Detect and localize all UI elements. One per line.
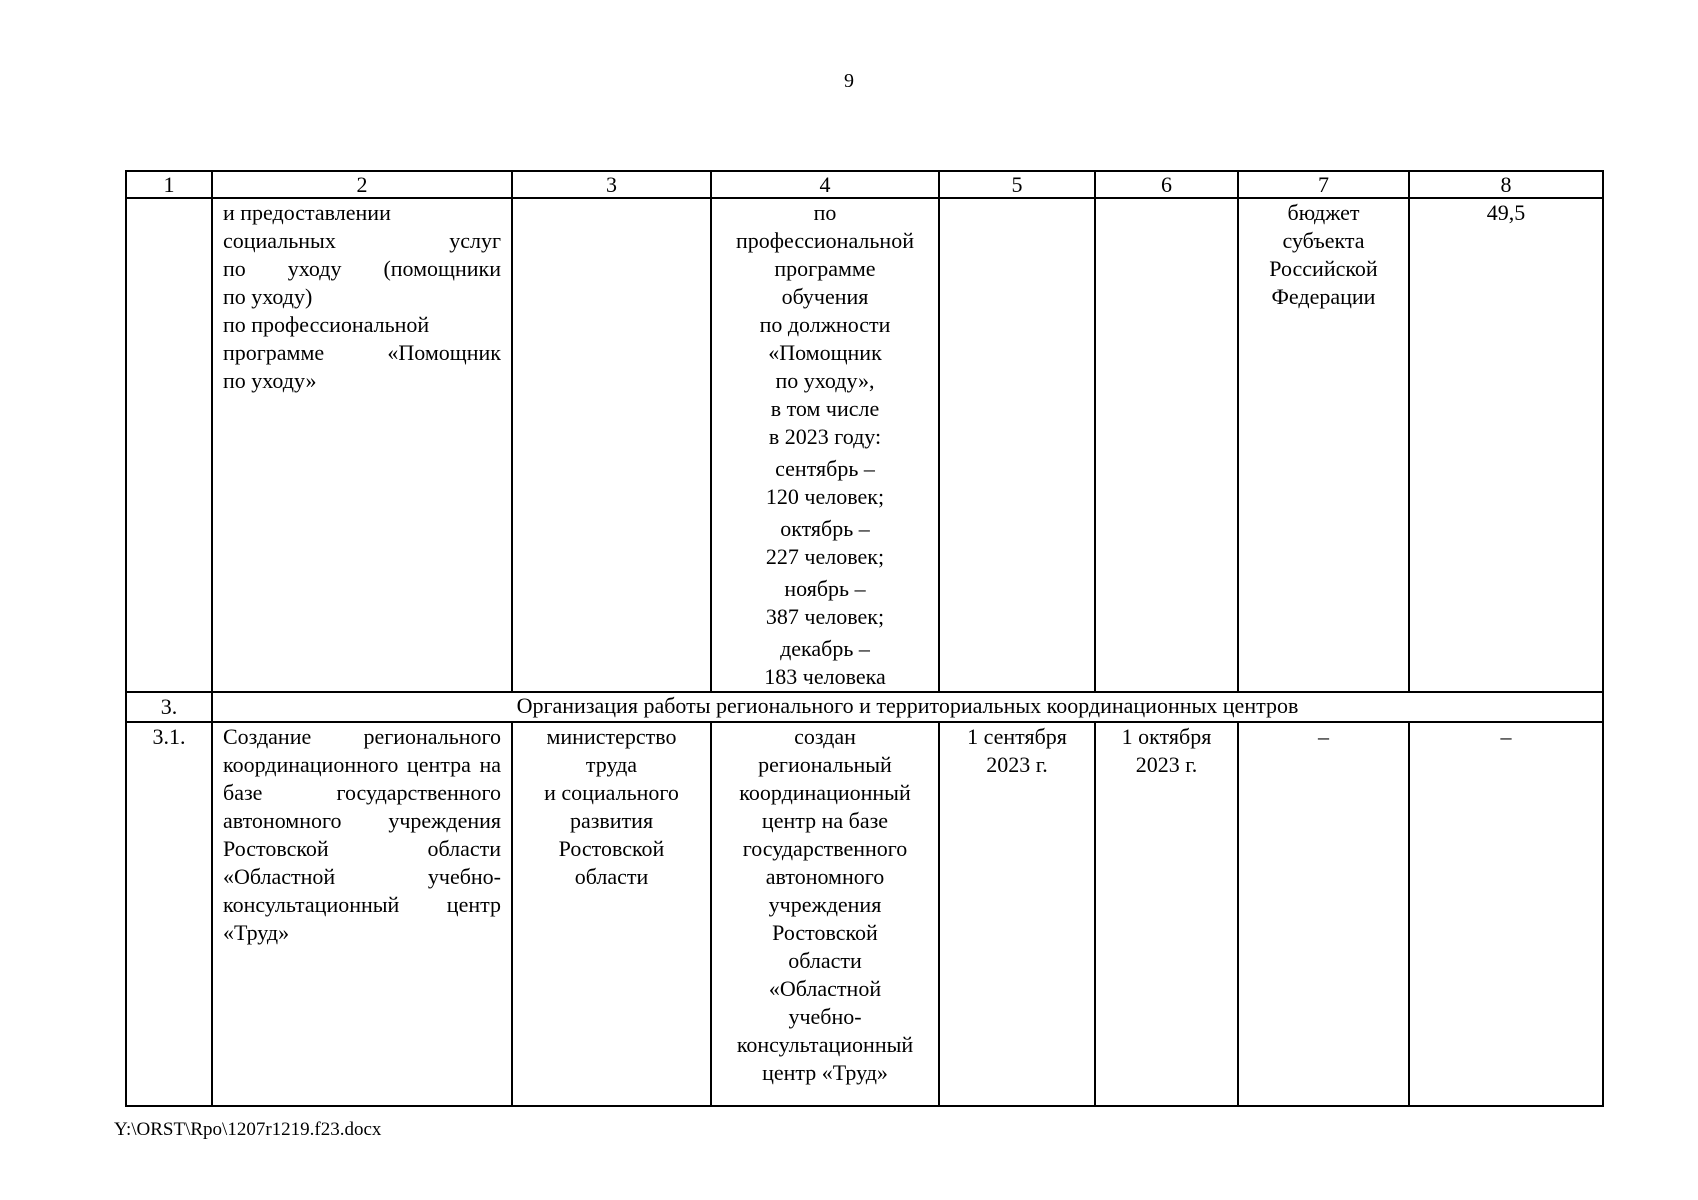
- section-title: Организация работы регионального и территориальных координационных центров: [212, 692, 1603, 722]
- item-funding: –: [1238, 722, 1409, 1106]
- continuation-amount-cell: 49,5: [1409, 198, 1603, 692]
- text-line: и социального: [544, 780, 679, 805]
- continuation-description-cell: [212, 198, 512, 692]
- text-line: государственного: [742, 836, 908, 861]
- text-line: обучения: [781, 284, 869, 309]
- month-label: октябрь –: [780, 516, 870, 541]
- text-line: консультационный: [736, 1032, 914, 1057]
- item-responsible: [512, 722, 711, 1106]
- item-amount: –: [1409, 722, 1603, 1106]
- text-line: в том числе: [770, 396, 880, 421]
- text-line: профессиональной: [736, 228, 914, 253]
- text-line: региональный: [758, 752, 892, 777]
- column-numbers-row: [126, 171, 1603, 198]
- item-start-date: [939, 722, 1095, 1106]
- text-line: создан: [794, 724, 856, 749]
- text-line: Федерации: [1271, 284, 1376, 309]
- column-number: 3: [512, 171, 711, 198]
- text-line: Ростовской: [772, 920, 878, 945]
- month-count: 227 человек;: [765, 544, 885, 569]
- text-line: по уходу»: [223, 368, 317, 393]
- continuation-funding-cell: [1238, 198, 1409, 692]
- text-line: бюджет: [1287, 200, 1360, 225]
- item-description: Создание регионального координационного центра на базе государственного автономного учреждения Ростовской области «Областной учебно-консультационный центр «Труд»: [212, 722, 512, 1106]
- text-line: развития: [569, 808, 654, 833]
- month-label: ноябрь –: [784, 576, 866, 601]
- month-count: 183 человека: [764, 664, 886, 689]
- text-line: министерство: [546, 724, 677, 749]
- text-line: области: [574, 864, 649, 889]
- column-number: 8: [1409, 171, 1603, 198]
- item-number: 3.1.: [126, 722, 212, 1106]
- text-line: по уходу): [223, 284, 313, 309]
- continuation-number-cell: [126, 198, 212, 692]
- text-line: центр «Труд»: [762, 1060, 888, 1085]
- text-line: программе: [774, 256, 876, 281]
- column-number: 6: [1095, 171, 1238, 198]
- text-line: координационный: [739, 780, 911, 805]
- month-count: 387 человек;: [765, 604, 885, 629]
- text-line: «Областной: [768, 976, 882, 1001]
- item-end-date: [1095, 722, 1238, 1106]
- text-line: центр на базе: [761, 808, 889, 833]
- text-line: учебно-: [788, 1004, 862, 1029]
- plan-table: [125, 170, 1604, 1107]
- month-label: сентябрь –: [775, 456, 875, 481]
- page-number: 9: [844, 70, 854, 92]
- text-line: по профессиональной: [223, 312, 430, 337]
- item-row: [126, 722, 1603, 1106]
- continuation-row: [126, 198, 1603, 692]
- text-line: субъекта: [1282, 228, 1365, 253]
- text-line: 2023 г.: [986, 752, 1048, 777]
- section-number: 3.: [126, 692, 212, 722]
- continuation-end-cell: [1095, 198, 1238, 692]
- text-line: автономного: [765, 864, 885, 889]
- text-line: 1 сентября: [967, 724, 1067, 749]
- text-line: по: [813, 200, 837, 225]
- continuation-result-cell: [711, 198, 939, 692]
- column-number: 4: [711, 171, 939, 198]
- column-number: 5: [939, 171, 1095, 198]
- text-line: 1 октября: [1121, 724, 1212, 749]
- month-count: 120 человек;: [765, 484, 885, 509]
- text-line: по уходу (помощники: [223, 256, 501, 281]
- text-line: по должности: [759, 312, 891, 337]
- continuation-start-cell: [939, 198, 1095, 692]
- text-line: области: [788, 948, 862, 973]
- text-line: в 2023 году:: [768, 424, 882, 449]
- footer-file-path: Y:\ORST\Rpo\1207r1219.f23.docx: [114, 1119, 382, 1140]
- text-line: Российской: [1269, 256, 1378, 281]
- text-line: труда: [585, 752, 638, 777]
- continuation-responsible-cell: [512, 198, 711, 692]
- month-label: декабрь –: [780, 636, 870, 661]
- text-line: учреждения: [768, 892, 882, 917]
- column-number: 7: [1238, 171, 1409, 198]
- text-line: по уходу»,: [775, 368, 875, 393]
- column-number: 1: [126, 171, 212, 198]
- text-line: Ростовской: [558, 836, 665, 861]
- item-result: [711, 722, 939, 1106]
- section-row: [126, 692, 1603, 722]
- text-line: и предоставлении: [223, 200, 391, 225]
- text-line: программе «Помощник: [223, 340, 501, 365]
- column-number: 2: [212, 171, 512, 198]
- text-line: «Помощник: [768, 340, 882, 365]
- text-line: 2023 г.: [1135, 752, 1198, 777]
- text-line: социальных услуг: [223, 228, 501, 253]
